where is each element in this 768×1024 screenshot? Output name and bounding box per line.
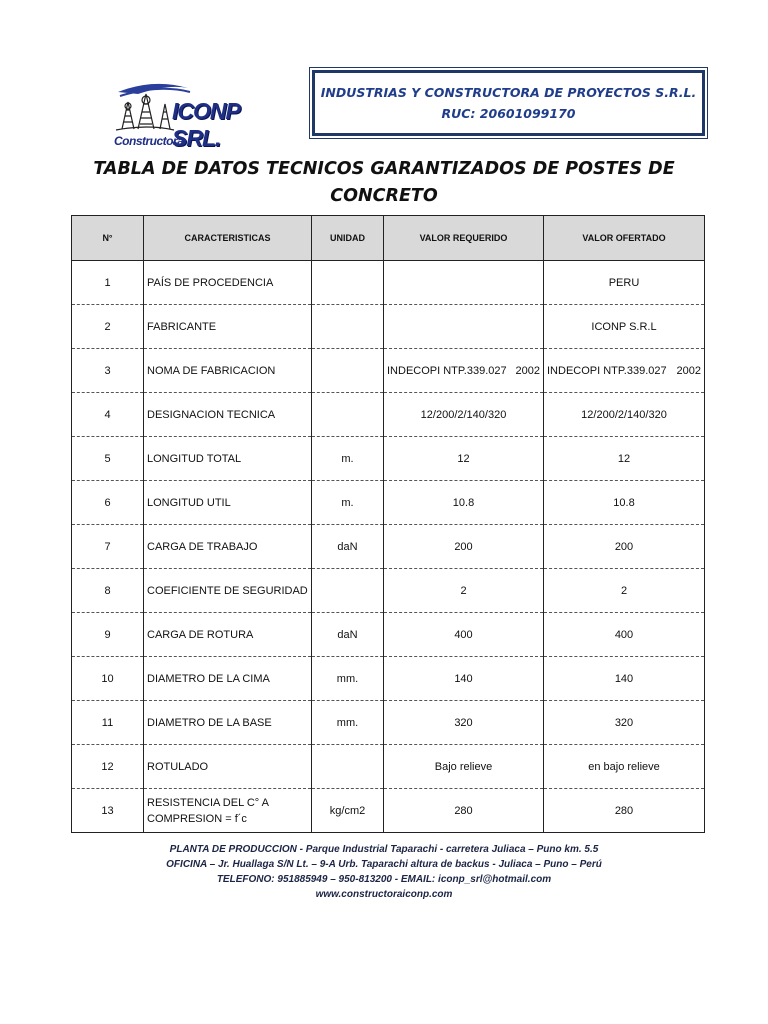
cell-number: 5: [72, 437, 144, 481]
footer-office: OFICINA – Jr. Huallaga S/N Lt. – 9-A Urb. Taparachi altura de backus - Juliaca – Puno – Perú: [166, 859, 602, 870]
cell-required: 2: [384, 569, 544, 613]
cell-characteristic: DESIGNACION TECNICA: [144, 393, 312, 437]
cell-required: 400: [384, 613, 544, 657]
cell-characteristic: [144, 789, 312, 833]
table-row: [72, 745, 705, 789]
required-standard: INDECOPI NTP.339.027: [387, 364, 507, 377]
cell-offered: en bajo relieve: [544, 745, 705, 789]
cell-offered: [544, 349, 705, 393]
cell-offered: 320: [544, 701, 705, 745]
header-offered-value: VALOR OFERTADO: [544, 216, 705, 261]
cell-unit: daN: [312, 613, 384, 657]
characteristic-line-1: RESISTENCIA DEL C° A: [147, 796, 269, 809]
cell-number: 9: [72, 613, 144, 657]
header-unit: UNIDAD: [312, 216, 384, 261]
cell-number: 6: [72, 481, 144, 525]
cell-required: [384, 261, 544, 305]
table-row: [72, 393, 705, 437]
table-row: [72, 261, 705, 305]
company-header-box: [312, 70, 705, 136]
cell-offered: PERU: [544, 261, 705, 305]
cell-characteristic: FABRICANTE: [144, 305, 312, 349]
table-row: [72, 701, 705, 745]
cell-number: 11: [72, 701, 144, 745]
cell-number: 12: [72, 745, 144, 789]
cell-number: 4: [72, 393, 144, 437]
table-row: [72, 481, 705, 525]
cell-number: 1: [72, 261, 144, 305]
table-row: [72, 437, 705, 481]
header-number: N°: [72, 216, 144, 261]
footer-contact: [60, 842, 708, 902]
cell-unit: mm.: [312, 701, 384, 745]
cell-unit: [312, 349, 384, 393]
cell-offered: 200: [544, 525, 705, 569]
offered-standard: INDECOPI NTP.339.027: [547, 364, 667, 377]
cell-unit: m.: [312, 481, 384, 525]
cell-number: 3: [72, 349, 144, 393]
cell-required: 320: [384, 701, 544, 745]
cell-offered: 10.8: [544, 481, 705, 525]
cell-number: 2: [72, 305, 144, 349]
table-row: [72, 613, 705, 657]
offered-year: 2002: [676, 364, 701, 377]
cell-number: 10: [72, 657, 144, 701]
characteristic-line-2: COMPRESION = f´c: [147, 812, 247, 825]
logo-subtitle: Constructora: [114, 134, 184, 148]
cell-unit: [312, 305, 384, 349]
cell-required: 12/200/2/140/320: [384, 393, 544, 437]
cell-unit: [312, 745, 384, 789]
header-characteristics: CARACTERISTICAS: [144, 216, 312, 261]
company-name: INDUSTRIAS Y CONSTRUCTORA DE PROYECTOS S.R.L.: [320, 85, 697, 100]
title-line-1: TABLA DE DATOS TECNICOS GARANTIZADOS DE POSTES DE CONCRETO: [93, 159, 675, 206]
cell-offered: 400: [544, 613, 705, 657]
footer-website: www.constructoraiconp.com: [315, 889, 453, 900]
table-row: [72, 305, 705, 349]
cell-required: [384, 305, 544, 349]
cell-characteristic: COEFICIENTE DE SEGURIDAD: [144, 569, 312, 613]
header-required-value: VALOR REQUERIDO: [384, 216, 544, 261]
company-logo: [108, 74, 258, 154]
cell-characteristic: CARGA DE TRABAJO: [144, 525, 312, 569]
cell-required: 10.8: [384, 481, 544, 525]
logo-wordmark: ICONP SRL.: [172, 98, 239, 151]
cell-required: 140: [384, 657, 544, 701]
table-row: [72, 789, 705, 833]
cell-offered: 12: [544, 437, 705, 481]
cell-required: Bajo relieve: [384, 745, 544, 789]
cell-characteristic: ROTULADO: [144, 745, 312, 789]
table-row: [72, 657, 705, 701]
cell-number: 13: [72, 789, 144, 833]
cell-required: 280: [384, 789, 544, 833]
cell-characteristic: LONGITUD UTIL: [144, 481, 312, 525]
required-year: 2002: [515, 364, 540, 377]
cell-unit: [312, 393, 384, 437]
table-row: [72, 349, 705, 393]
company-ruc: RUC: 20601099170: [441, 106, 576, 121]
cell-required: 12: [384, 437, 544, 481]
cell-characteristic: LONGITUD TOTAL: [144, 437, 312, 481]
table-header-row: [72, 216, 705, 261]
cell-unit: m.: [312, 437, 384, 481]
cell-unit: [312, 261, 384, 305]
cell-characteristic: NOMA DE FABRICACION: [144, 349, 312, 393]
cell-offered: ICONP S.R.L: [544, 305, 705, 349]
cell-offered: 12/200/2/140/320: [544, 393, 705, 437]
cell-unit: daN: [312, 525, 384, 569]
cell-number: 7: [72, 525, 144, 569]
cell-offered: 140: [544, 657, 705, 701]
cell-offered: 280: [544, 789, 705, 833]
cell-unit: [312, 569, 384, 613]
cell-required: [384, 349, 544, 393]
table-row: [72, 569, 705, 613]
cell-number: 8: [72, 569, 144, 613]
cell-unit: mm.: [312, 657, 384, 701]
footer-phone-email: TELEFONO: 951885949 – 950-813200 - EMAIL: iconp_srl@hotmail.com: [216, 874, 552, 885]
cell-characteristic: DIAMETRO DE LA CIMA: [144, 657, 312, 701]
table-row: [72, 525, 705, 569]
technical-data-table: [71, 215, 705, 833]
cell-required: 200: [384, 525, 544, 569]
cell-characteristic: PAÍS DE PROCEDENCIA: [144, 261, 312, 305]
cell-offered: 2: [544, 569, 705, 613]
cell-characteristic: CARGA DE ROTURA: [144, 613, 312, 657]
cell-unit: kg/cm2: [312, 789, 384, 833]
cell-characteristic: DIAMETRO DE LA BASE: [144, 701, 312, 745]
footer-plant: PLANTA DE PRODUCCION - Parque Industrial Taparachi - carretera Juliaca – Puno km. 5.5: [169, 844, 599, 855]
